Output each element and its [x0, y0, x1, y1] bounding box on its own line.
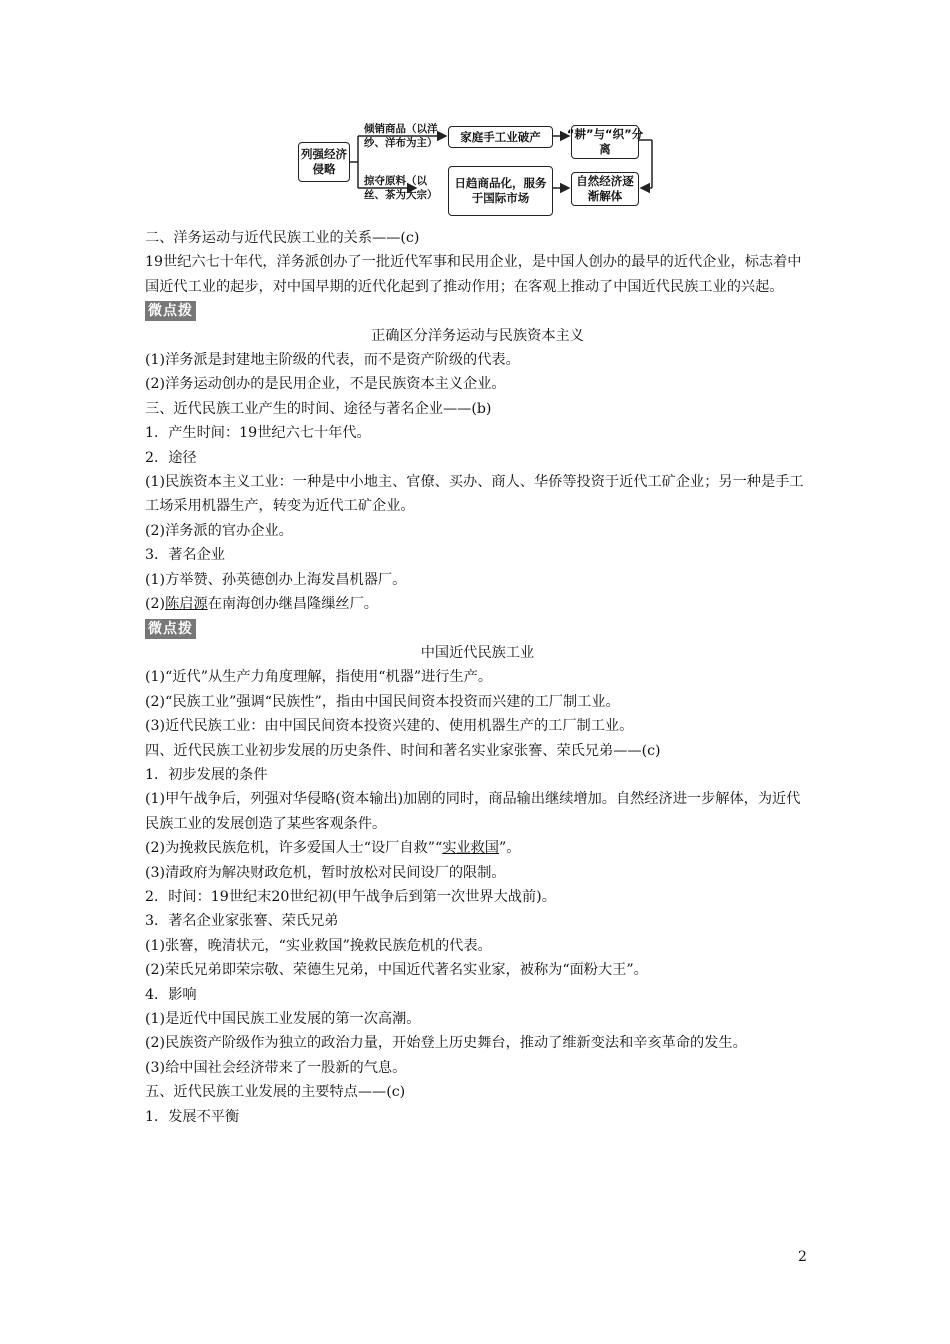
section-3-title: 三、近代民族工业产生的时间、途径与著名企业——(b): [145, 400, 492, 417]
section-2-title: 二、洋务运动与近代民族工业的关系——(c): [145, 230, 420, 246]
diagram-box-handicraft-bankrupt: 家庭手工业破产: [448, 126, 553, 148]
section-4-item-1-1: (1)甲午战争后，列强对华侵略(资本输出)加剧的同时，商品输出继续增加。自然经济进一步解体，为近代民族工业的发展创造了某些客观条件。: [145, 791, 801, 832]
section-2-body: 19世纪六七十年代，洋务派创办了一批近代军事和民用企业，是中国人创办的最早的近代企业，标志着中国近代工业的起步，对中国早期的近代化起到了推动作用；在客观上推动了中国近代民族工业的兴起。: [145, 254, 802, 295]
section-4-item-2: 2．时间：19世纪末20世纪初(甲午战争后到第一次世界大战前)。: [145, 888, 556, 905]
section-4-item-4-2: (2)民族资产阶级作为独立的政治力量，开始登上历史舞台，推动了维新变法和辛亥革命的发生。: [145, 1035, 747, 1052]
section-4-item-3-2: (2)荣氏兄弟即荣宗敬、荣德生兄弟，中国近代著名实业家，被称为“面粉大王”。: [145, 962, 648, 979]
economic-invasion-diagram: [296, 122, 666, 222]
tip-badge-1: 微点拨: [145, 301, 196, 321]
section-3-item-1: 1．产生时间：19世纪六七十年代。: [145, 425, 371, 442]
item-prefix: (2)为挽救民族危机，许多爱国人士“设厂自救”“: [145, 840, 443, 857]
section-4-title: 四、近代民族工业初步发展的历史条件、时间和著名实业家张謇、荣氏兄弟——(c): [145, 742, 661, 759]
section-4-item-3: 3．著名企业家张謇、荣氏兄弟: [145, 913, 339, 930]
item-prefix: (2): [145, 596, 166, 613]
section-3-item-2-2: (2)洋务派的官办企业。: [145, 522, 293, 539]
tip-2-item-2: (2)“民族工业”强调“民族性”，指由中国民间资本投资而兴建的工厂制工业。: [145, 693, 620, 710]
tip-1-title: 正确区分洋务运动与民族资本主义: [371, 327, 584, 344]
section-4-item-4: 4．影响: [145, 986, 197, 1003]
section-5-title: 五、近代民族工业发展的主要特点——(c): [145, 1084, 406, 1101]
section-3-item-3-2: [145, 592, 810, 616]
diagram-label-dumping: 倾销商品（以洋纱、洋布为主）: [364, 123, 438, 149]
diagram-box-farming-weaving-separate: “耕”与“织”分离: [571, 125, 639, 159]
section-4-item-4-1: (1)是近代中国民族工业发展的第一次高潮。: [145, 1011, 421, 1027]
diagram-box-natural-economy-dissolve: 自然经济逐渐解体: [571, 172, 639, 206]
diagram-label-plunder: 掠夺原料（以丝、茶为大宗）: [364, 175, 438, 201]
item-suffix: ”。: [499, 840, 521, 857]
tip-badge-2: 微点拨: [145, 619, 196, 639]
underlined-term: 实业救国: [442, 840, 499, 857]
underlined-name: 陈启源: [165, 596, 208, 613]
section-3-item-2-1: (1)民族资本主义工业：一种是中小地主、官僚、买办、商人、华侨等投资于近代工矿企业；另一种是手工工场采用机器生产，转变为近代工矿企业。: [145, 474, 804, 515]
section-3-item-3-1: (1)方举赞、孙英德创办上海发昌机器厂。: [145, 571, 407, 588]
diagram-source-box: 列强经济侵略: [298, 142, 350, 182]
tip-2-item-3: (3)近代民族工业：由中国民间资本投资兴建的、使用机器生产的工厂制工业。: [145, 718, 634, 735]
section-4-item-1: 1．初步发展的条件: [145, 766, 268, 783]
diagram-box-commercialization: 日趋商品化，服务于国际市场: [448, 166, 553, 216]
section-5-item-1: 1．发展不平衡: [145, 1108, 240, 1125]
tip-2-title: 中国近代民族工业: [420, 644, 535, 661]
tip-1-item-2: (2)洋务运动创办的是民用企业，不是民族资本主义企业。: [145, 376, 506, 393]
item-suffix: 在南海创办继昌隆缫丝厂。: [207, 596, 378, 613]
section-4-item-1-2: [145, 836, 810, 860]
section-4-item-4-3: (3)给中国社会经济带来了一股新的气息。: [145, 1059, 407, 1076]
section-3-item-2: 2．途径: [145, 449, 197, 466]
section-4-item-1-3: (3)清政府为解决财政危机，暂时放松对民间设厂的限制。: [145, 864, 506, 881]
section-4-item-3-1: (1)张謇，晚清状元，“实业救国”挽救民族危机的代表。: [145, 937, 492, 954]
page-number: 2: [798, 1249, 807, 1265]
document-body: [145, 226, 810, 1129]
section-3-item-3: 3．著名企业: [145, 547, 225, 564]
tip-1-item-1: (1)洋务派是封建地主阶级的代表，而不是资产阶级的代表。: [145, 352, 520, 369]
tip-2-item-1: (1)“近代”从生产力角度理解，指使用“机器”进行生产。: [145, 669, 493, 686]
